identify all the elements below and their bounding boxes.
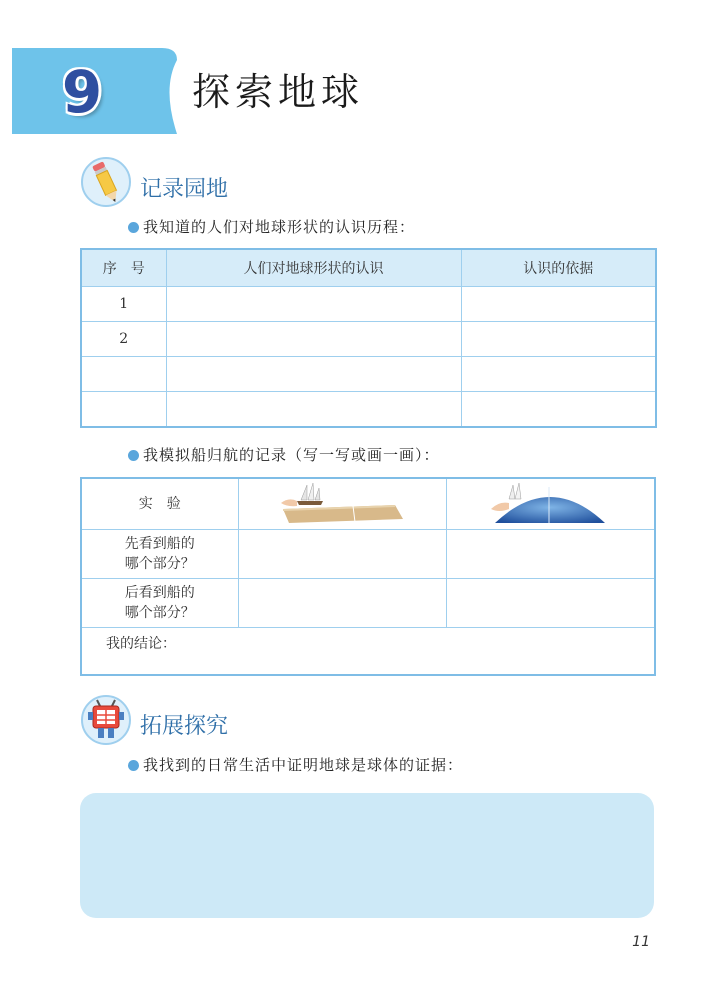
first-seen-globe-cell[interactable] [446,530,655,579]
header-evidence: 认识的依据 [461,249,656,287]
later-seen-globe-cell[interactable] [446,579,655,628]
first-seen-label-line2: 哪个部分？ [124,556,195,572]
experiment-label: 实 验 [81,478,238,530]
bullet-dot [128,222,139,233]
header-understanding: 人们对地球形状的认识 [166,249,461,287]
conclusion-cell[interactable] [81,628,655,676]
table-row [81,357,656,392]
prompt-history [128,216,415,237]
prompt-evidence-text: 我找到的日常生活中证明地球是球体的证据： [143,756,464,774]
later-seen-label [81,579,238,628]
table-header-row [81,249,656,287]
row-index[interactable] [81,357,166,392]
section-title-extend: 拓展探究 [140,714,229,739]
flat-board-cell [238,478,446,530]
evidence-cell[interactable] [461,357,656,392]
table-row [81,478,655,530]
prompt-history-text: 我知道的人们对地球形状的认识历程： [143,218,416,236]
understanding-cell[interactable] [166,322,461,357]
row-index[interactable] [81,392,166,428]
understanding-cell[interactable] [166,287,461,322]
understanding-cell[interactable] [166,392,461,428]
prompt-ship [128,444,440,465]
prompt-evidence [128,754,463,775]
history-table [80,248,657,428]
conclusion-label: 我的结论： [106,636,176,652]
lesson-number: 9 [61,58,103,126]
evidence-cell[interactable] [461,392,656,428]
bullet-dot [128,450,139,461]
first-seen-label [81,530,238,579]
first-seen-flat-cell[interactable] [238,530,446,579]
later-seen-label-line2: 哪个部分？ [124,605,195,621]
section-title-record: 记录园地 [140,177,229,202]
table-row [81,530,655,579]
robot-icon [80,694,132,746]
table-row [81,628,655,676]
prompt-ship-text: 我模拟船归航的记录（写一写或画一画）： [143,446,440,464]
evidence-answer-box[interactable] [80,793,654,918]
later-seen-label-line1: 后看到船的 [124,585,195,601]
row-index: 2 [81,322,166,357]
ship-on-flat-board-photo [277,479,407,523]
row-index: 1 [81,287,166,322]
bullet-dot [128,760,139,771]
pencil-icon [80,156,132,208]
ship-experiment-table [80,477,656,676]
table-row [81,392,656,428]
page-number: 11 [632,934,650,950]
later-seen-flat-cell[interactable] [238,579,446,628]
first-seen-label-line1: 先看到船的 [124,536,195,552]
evidence-cell[interactable] [461,322,656,357]
evidence-cell[interactable] [461,287,656,322]
understanding-cell[interactable] [166,357,461,392]
header-index: 序 号 [81,249,166,287]
table-row [81,579,655,628]
ship-on-globe-photo [485,479,615,523]
lesson-title: 探索地球 [192,70,365,114]
table-row [81,287,656,322]
table-row [81,322,656,357]
globe-cell [446,478,655,530]
